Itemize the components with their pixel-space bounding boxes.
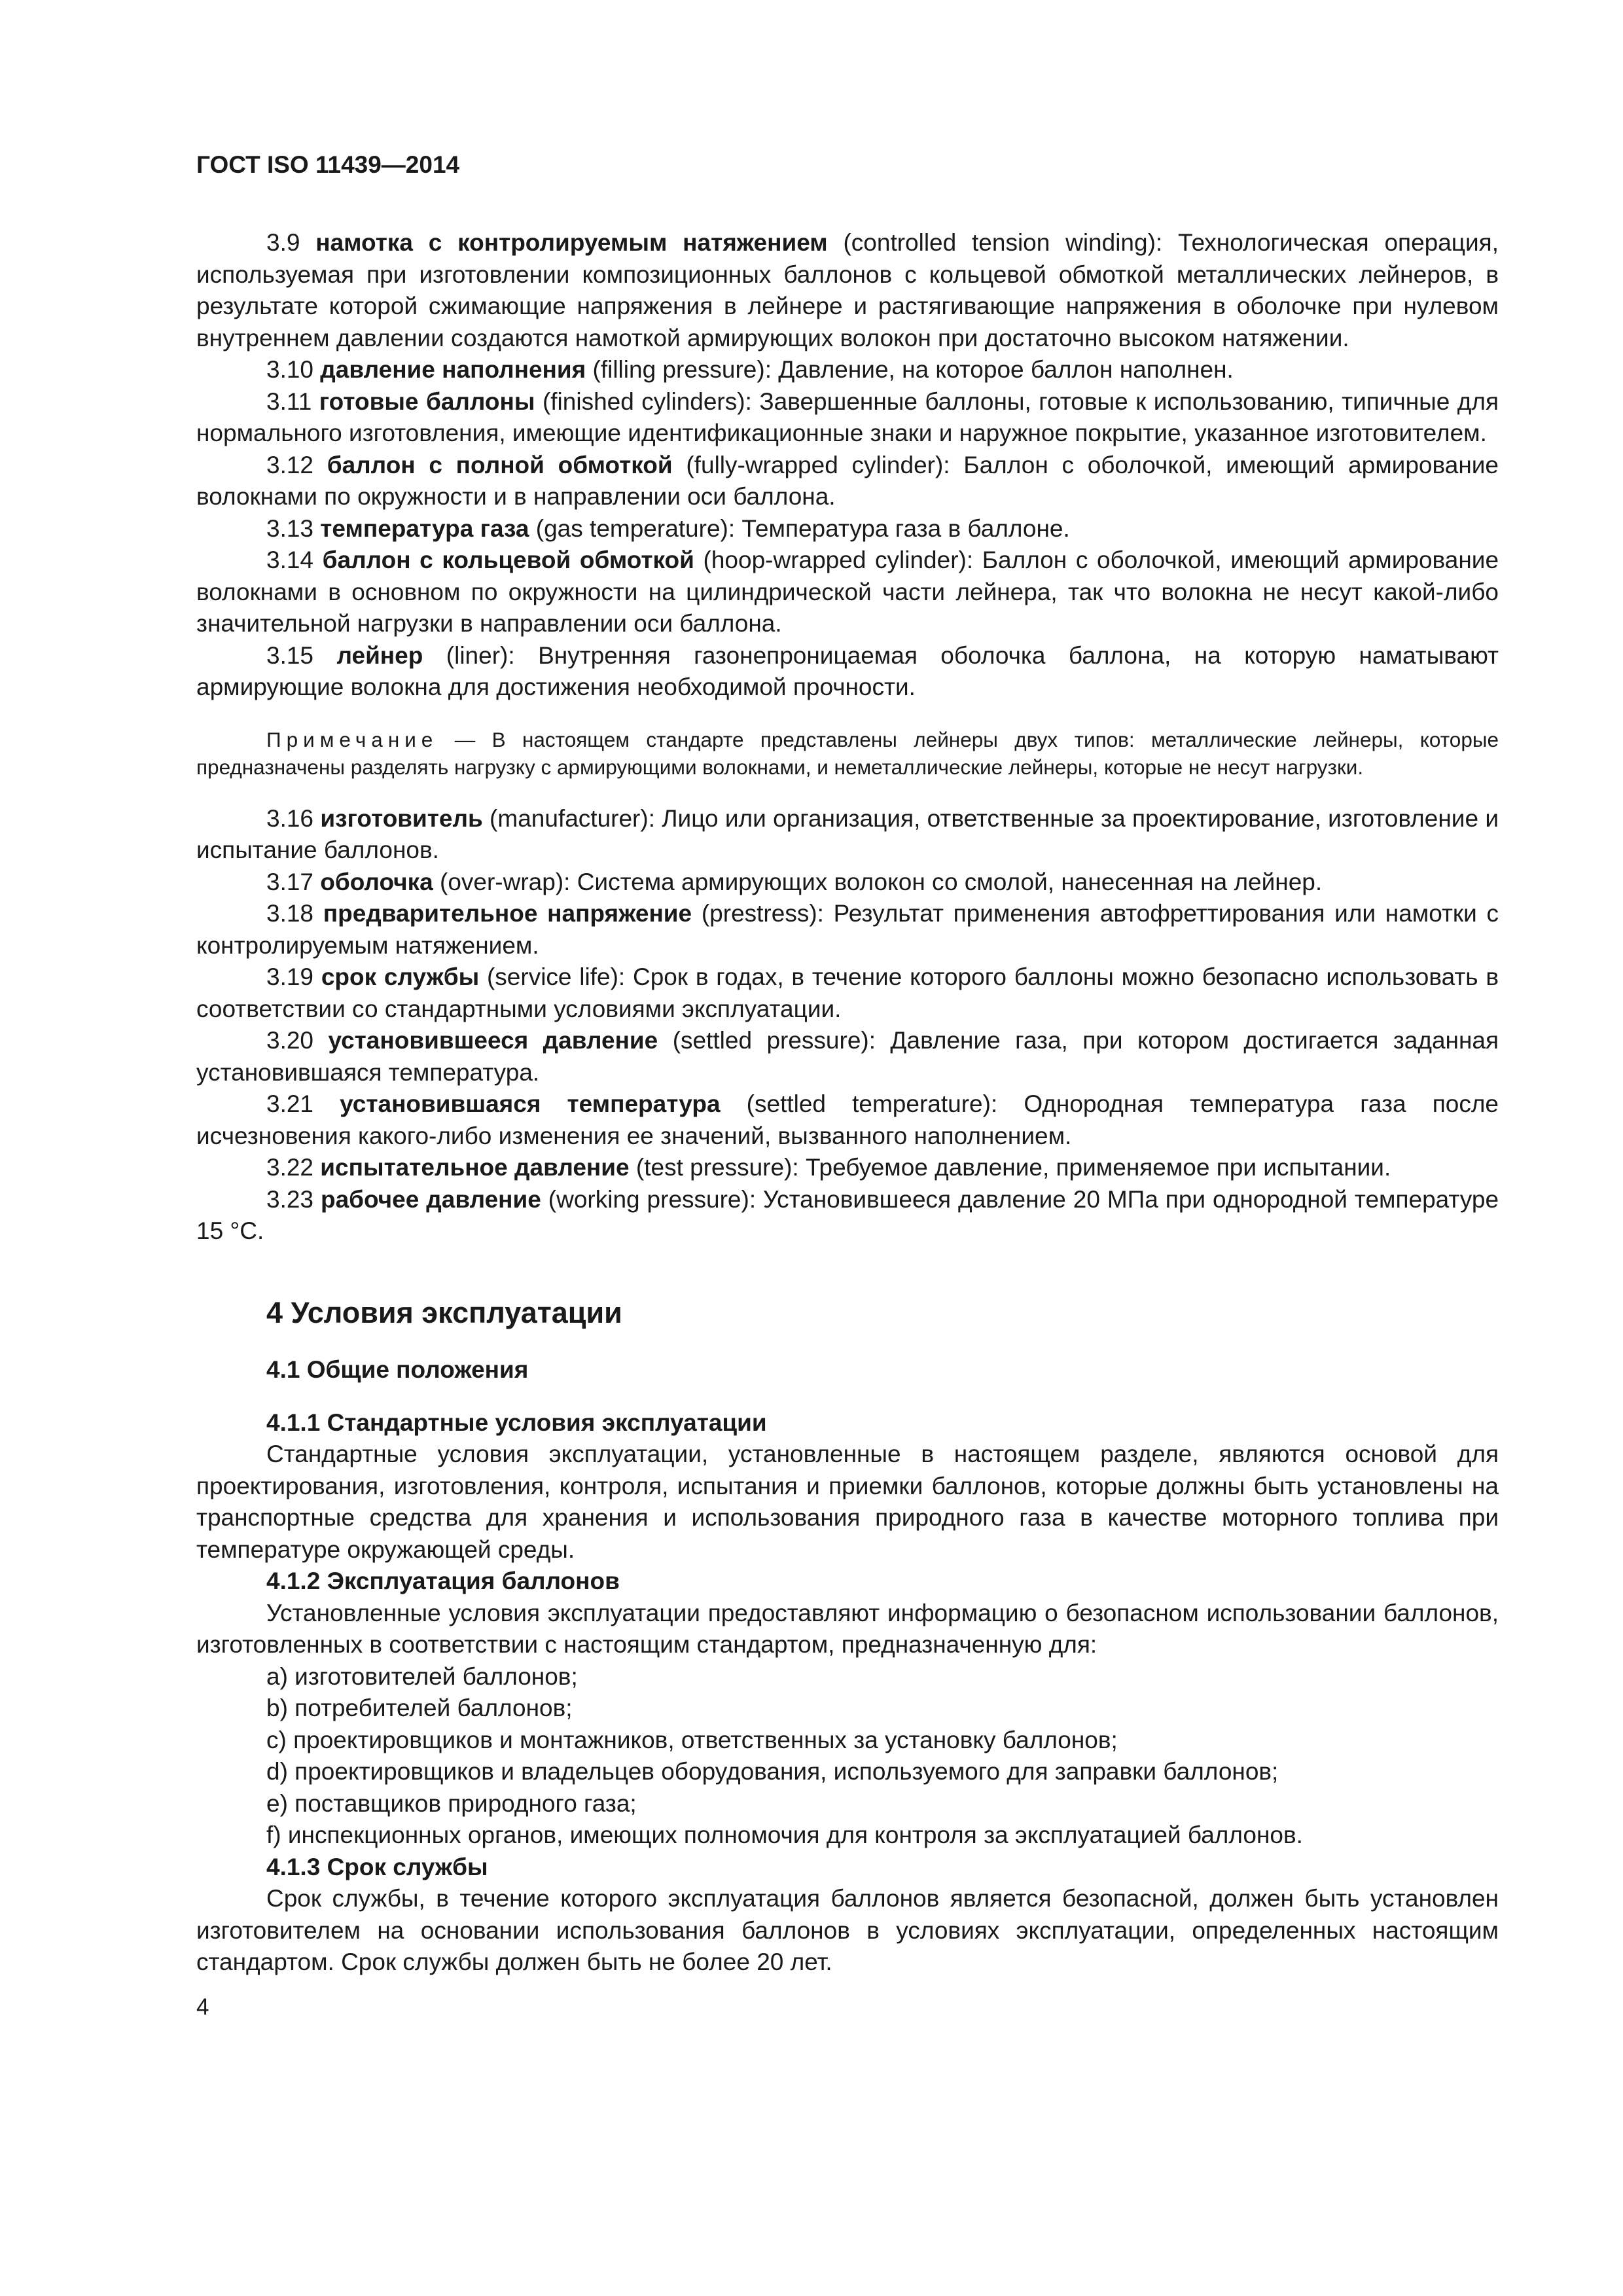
term-3-20 bbox=[196, 1025, 1499, 1088]
document-header: ГОСТ ISO 11439—2014 bbox=[196, 151, 460, 178]
term-3-11 bbox=[196, 386, 1499, 450]
term-3-22 bbox=[196, 1152, 1499, 1184]
list-item: c) проектировщиков и монтажников, ответственных за установку баллонов; bbox=[266, 1726, 1118, 1753]
list-item: a) изготовителей баллонов; bbox=[266, 1662, 578, 1690]
term-number: 3.17 bbox=[266, 868, 314, 895]
list-item: b) потребителей баллонов; bbox=[266, 1695, 573, 1721]
term-definition: (finished cylinders): Завершенные баллоны, готовые к использованию, типичные для нормального изготовления, имеющие идентификационные знаки и наружное покрытие, указанное изготовителем. bbox=[196, 387, 1499, 446]
term-definition: (test pressure): Требуемое давление, применяемое при испытании. bbox=[629, 1154, 1391, 1181]
term-definition: (service life): Срок в годах, в течение которого баллоны можно безопасно использовать в соответствии со стандартными условиями эксплуатации. bbox=[196, 963, 1499, 1022]
term-name: готовые баллоны bbox=[319, 387, 535, 415]
terms-list-b bbox=[196, 803, 1499, 1247]
term-3-17 bbox=[196, 867, 1499, 899]
section-4-1-2-heading: 4.1.2 Эксплуатация баллонов bbox=[266, 1568, 620, 1594]
term-number: 3.18 bbox=[266, 900, 314, 927]
section-4-1-3-text: Срок службы, в течение которого эксплуатация баллонов является безопасной, должен быть установлен изготовителем на основании использования баллонов в условиях эксплуатации, определенных настоящим стандартом. Срок службы должен быть не более 20 лет. bbox=[196, 1885, 1499, 1975]
term-definition: (hoop-wrapped cylinder): Баллон с оболочкой, имеющий армирование волокнами в основном по окружности на цилиндрической части лейнера, так что волокна не несут какой-либо значительной нагрузки в направлении оси баллона. bbox=[196, 547, 1499, 637]
term-definition: (settled temperature): Однородная температура газа после исчезновения какого-либо изменения ее значений, вызванного наполнением. bbox=[196, 1090, 1499, 1149]
term-number: 3.10 bbox=[266, 356, 314, 383]
note-label: Примечание bbox=[266, 727, 438, 751]
term-name: давление наполнения bbox=[320, 356, 586, 383]
list-item: d) проектировщиков и владельцев оборудования, используемого для заправки баллонов; bbox=[266, 1758, 1279, 1785]
term-3-13 bbox=[196, 513, 1499, 545]
term-name: установившаяся температура bbox=[340, 1090, 721, 1117]
term-3-19 bbox=[196, 961, 1499, 1025]
term-3-16 bbox=[196, 803, 1499, 867]
term-name: установившееся давление bbox=[328, 1027, 658, 1054]
term-definition: (working pressure): Установившееся давление 20 МПа при однородной температуре 15 °С. bbox=[196, 1185, 1499, 1244]
term-3-9 bbox=[196, 227, 1499, 354]
term-definition: (manufacturer): Лицо или организация, ответственные за проектирование, изготовление и испытание баллонов. bbox=[196, 804, 1499, 863]
term-name: рабочее давление bbox=[320, 1185, 541, 1213]
note-paragraph bbox=[196, 726, 1499, 781]
list-item: f) инспекционных органов, имеющих полномочия для контроля за эксплуатацией баллонов. bbox=[266, 1821, 1303, 1848]
term-3-15 bbox=[196, 640, 1499, 704]
term-number: 3.15 bbox=[266, 641, 314, 669]
term-definition: (gas temperature): Температура газа в баллоне. bbox=[529, 514, 1070, 542]
term-definition: (fully-wrapped cylinder): Баллон с оболочкой, имеющий армирование волокнами по окружности и в направлении оси баллона. bbox=[196, 451, 1499, 510]
term-3-10 bbox=[196, 354, 1499, 386]
section-4-heading: 4 Условия эксплуатации bbox=[266, 1295, 622, 1329]
section-4-1-3-heading: 4.1.3 Срок службы bbox=[266, 1853, 488, 1880]
term-number: 3.14 bbox=[266, 547, 314, 573]
section-4-1-1-heading: 4.1.1 Стандартные условия эксплуатации bbox=[266, 1408, 767, 1436]
term-3-14 bbox=[196, 545, 1499, 640]
term-name: испытательное давление bbox=[320, 1154, 630, 1181]
term-definition: (liner): Внутренняя газонепроницаемая оболочка баллона, на которую наматывают армирующие волокна для достижения необходимой прочности. bbox=[196, 641, 1499, 700]
term-number: 3.13 bbox=[266, 514, 314, 542]
term-definition: (controlled tension winding): Технологическая операция, используемая при изготовлении композиционных баллонов с кольцевой обмоткой металлических лейнеров, в результате которой сжимающие напряжения в лейнере и растягивающие напряжения в оболочке при нулевом внутреннем давлении создаются намоткой армирующих волокон при достаточно высоком натяжении. bbox=[196, 229, 1499, 351]
page-number: 4 bbox=[196, 1994, 209, 2020]
section-4-1-1-text: Стандартные условия эксплуатации, установленные в настоящем разделе, являются основой для проектирования, изготовления, контроля, испытания и приемки баллонов, которые должны быть установлены на транспортные средства для хранения и использования природного газа в качестве моторного топлива при температуре окружающей среды. bbox=[196, 1441, 1499, 1563]
term-name: лейнер bbox=[336, 641, 423, 669]
document-page bbox=[196, 141, 1499, 2023]
term-number: 3.11 bbox=[266, 387, 312, 415]
term-number: 3.22 bbox=[266, 1154, 314, 1181]
term-name: оболочка bbox=[320, 868, 433, 895]
term-number: 3.20 bbox=[266, 1027, 314, 1054]
term-name: температура газа bbox=[320, 514, 529, 542]
term-number: 3.23 bbox=[266, 1185, 314, 1213]
term-number: 3.19 bbox=[266, 963, 314, 990]
terms-list-a bbox=[196, 227, 1499, 704]
term-3-21 bbox=[196, 1088, 1499, 1152]
term-number: 3.21 bbox=[266, 1090, 314, 1117]
note-text: — В настоящем стандарте представлены лейнеры двух типов: металлические лейнеры, которые предназначены разделять нагрузку с армирующими волокнами, и неметаллические лейнеры, которые не несут нагрузки. bbox=[196, 727, 1499, 779]
term-definition: (over-wrap): Система армирующих волокон со смолой, нанесенная на лейнер. bbox=[433, 868, 1323, 895]
term-definition: (filling pressure): Давление, на которое баллон наполнен. bbox=[586, 356, 1234, 383]
section-4-1-2-text: Установленные условия эксплуатации предоставляют информацию о безопасном использовании баллонов, изготовленных в соответствии с настоящим стандартом, предназначенную для: bbox=[196, 1599, 1499, 1658]
term-name: баллон с полной обмоткой bbox=[327, 451, 673, 478]
term-3-12 bbox=[196, 450, 1499, 513]
term-name: изготовитель bbox=[320, 804, 483, 832]
term-name: намотка с контролируемым натяжением bbox=[315, 229, 828, 256]
term-3-23 bbox=[196, 1184, 1499, 1247]
list-item: e) поставщиков природного газа; bbox=[266, 1789, 637, 1817]
term-number: 3.9 bbox=[266, 229, 300, 256]
audience-list bbox=[196, 1661, 1499, 1852]
term-name: баллон с кольцевой обмоткой bbox=[322, 547, 694, 573]
section-4-1-heading: 4.1 Общие положения bbox=[266, 1355, 529, 1383]
term-number: 3.12 bbox=[266, 451, 314, 478]
term-number: 3.16 bbox=[266, 804, 314, 832]
term-definition: (settled pressure): Давление газа, при котором достигается заданная установившаяся температура. bbox=[196, 1027, 1499, 1086]
term-3-18 bbox=[196, 898, 1499, 961]
term-name: предварительное напряжение bbox=[323, 900, 692, 927]
term-definition: (prestress): Результат применения автофреттирования или намотки с контролируемым натяжением. bbox=[196, 900, 1499, 959]
term-name: срок службы bbox=[321, 963, 480, 990]
